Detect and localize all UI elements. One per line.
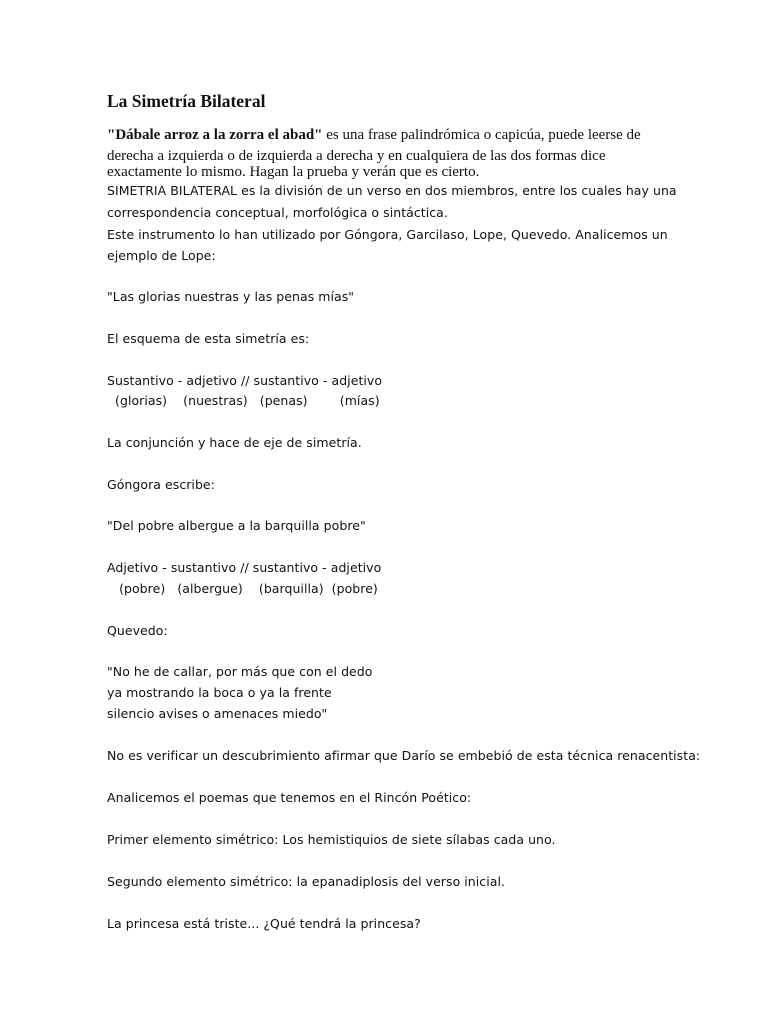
text-line: ejemplo de Lope: xyxy=(107,248,216,263)
page-title: La Simetría Bilateral xyxy=(107,91,266,111)
text-line: ya mostrando la boca o ya la frente xyxy=(107,685,332,700)
text-line: "No he de callar, por más que con el dedo xyxy=(107,664,373,679)
text-line: Sustantivo - adjetivo // sustantivo - adjetivo xyxy=(107,373,383,388)
text-line: (pobre) (albergue) (barquilla) (pobre) xyxy=(107,581,378,596)
text-line: silencio avises o amenaces miedo" xyxy=(107,706,328,721)
text-line: La conjunción y hace de eje de simetría. xyxy=(107,435,362,450)
palindrome-quote: "Dábale arroz a la zorra el abad" xyxy=(107,127,323,143)
text-line: Góngora escribe: xyxy=(107,477,215,492)
text-line: "Las glorias nuestras y las penas mías" xyxy=(107,289,355,304)
text-line: Analicemos el poemas que tenemos en el Rincón Poético: xyxy=(107,790,472,805)
text-line: La princesa está triste... ¿Qué tendrá la princesa? xyxy=(107,916,421,931)
text-line: correspondencia conceptual, morfológica o sintáctica. xyxy=(107,205,448,220)
text-line: SIMETRIA BILATERAL es la división de un verso en dos miembros, entre los cuales hay una xyxy=(107,183,677,198)
text-line: Primer elemento simétrico: Los hemistiquios de siete sílabas cada uno. xyxy=(107,832,556,847)
text-line: Quevedo: xyxy=(107,623,168,638)
intro-line-1 xyxy=(107,127,641,144)
text-line: Este instrumento lo han utilizado por Góngora, Garcilaso, Lope, Quevedo. Analicemos un xyxy=(107,227,668,242)
intro-line-3: exactamente lo mismo. Hagan la prueba y verán que es cierto. xyxy=(107,164,480,180)
text-line: "Del pobre albergue a la barquilla pobre" xyxy=(107,518,366,533)
text-line: El esquema de esta simetría es: xyxy=(107,331,310,346)
text-line: Adjetivo - sustantivo // sustantivo - adjetivo xyxy=(107,560,382,575)
intro-line-1-text: es una frase palindrómica o capicúa, puede leerse de xyxy=(322,127,641,143)
intro-line-2: derecha a izquierda o de izquierda a derecha y en cualquiera de las dos formas dice xyxy=(107,148,606,164)
text-line: No es verificar un descubrimiento afirmar que Darío se embebió de esta técnica renacentista: xyxy=(107,748,701,763)
text-line: (glorias) (nuestras) (penas) (mías) xyxy=(107,393,380,408)
text-line: Segundo elemento simétrico: la epanadiplosis del verso inicial. xyxy=(107,874,506,889)
